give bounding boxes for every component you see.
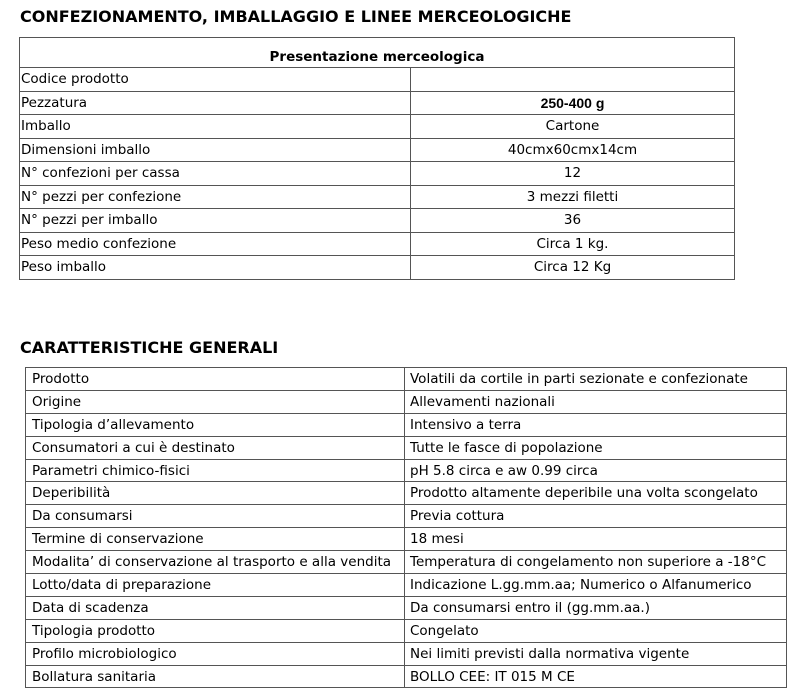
row-label: Imballo: [20, 115, 411, 139]
row-value: Da consumarsi entro il (gg.mm.aa.): [405, 596, 787, 619]
row-value: 40cmx60cmx14cm: [411, 138, 735, 162]
row-label: Prodotto: [26, 368, 405, 391]
row-label: Termine di conservazione: [26, 528, 405, 551]
general-characteristics-table: [25, 367, 787, 688]
row-value: Temperatura di congelamento non superiore a -18°C: [405, 551, 787, 574]
row-label: N° pezzi per imballo: [20, 209, 411, 233]
row-label: Origine: [26, 390, 405, 413]
table-row: [26, 551, 787, 574]
row-value: 3 mezzi filetti: [411, 185, 735, 209]
row-label: Dimensioni imballo: [20, 138, 411, 162]
row-value: Indicazione L.gg.mm.aa; Numerico o Alfanumerico: [405, 574, 787, 597]
row-value: 12: [411, 162, 735, 186]
row-value: Intensivo a terra: [405, 413, 787, 436]
table-row: [26, 619, 787, 642]
row-label: Parametri chimico-fisici: [26, 459, 405, 482]
row-value: [411, 68, 735, 92]
row-label: Modalita’ di conservazione al trasporto e alla vendita: [26, 551, 405, 574]
row-value: Cartone: [411, 115, 735, 139]
table-title: Presentazione merceologica: [20, 38, 735, 68]
row-value: pH 5.8 circa e aw 0.99 circa: [405, 459, 787, 482]
table-row: [26, 596, 787, 619]
section-heading-general: CARATTERISTICHE GENERALI: [20, 338, 279, 357]
table-row: [26, 574, 787, 597]
row-value: Congelato: [405, 619, 787, 642]
row-value: Volatili da cortile in parti sezionate e confezionate: [405, 368, 787, 391]
row-label: Peso imballo: [20, 256, 411, 280]
table-row: [26, 642, 787, 665]
table-row: [26, 390, 787, 413]
table-row: [26, 505, 787, 528]
table-row: [26, 482, 787, 505]
row-label: Lotto/data di preparazione: [26, 574, 405, 597]
section-heading-packaging: CONFEZIONAMENTO, IMBALLAGGIO E LINEE MERCEOLOGICHE: [20, 7, 572, 26]
row-value: 250-400 g: [411, 91, 735, 115]
row-label: Codice prodotto: [20, 68, 411, 92]
row-label: Consumatori a cui è destinato: [26, 436, 405, 459]
row-label: Bollatura sanitaria: [26, 665, 405, 688]
row-value: Nei limiti previsti dalla normativa vigente: [405, 642, 787, 665]
row-label: Da consumarsi: [26, 505, 405, 528]
table-row: [20, 68, 735, 92]
row-label: Tipologia prodotto: [26, 619, 405, 642]
row-label: Peso medio confezione: [20, 232, 411, 256]
row-value: Allevamenti nazionali: [405, 390, 787, 413]
row-value: BOLLO CEE: IT 015 M CE: [405, 665, 787, 688]
table-row: [20, 162, 735, 186]
table-row: [26, 368, 787, 391]
row-label: Profilo microbiologico: [26, 642, 405, 665]
table-row: [20, 256, 735, 280]
row-value: Tutte le fasce di popolazione: [405, 436, 787, 459]
packaging-table: [19, 37, 735, 280]
table-row: [20, 209, 735, 233]
row-label: Deperibilità: [26, 482, 405, 505]
table-row: [26, 665, 787, 688]
row-label: Data di scadenza: [26, 596, 405, 619]
row-value: 36: [411, 209, 735, 233]
table-row: [26, 459, 787, 482]
table-row: [20, 138, 735, 162]
table-row: [26, 528, 787, 551]
row-value: Circa 1 kg.: [411, 232, 735, 256]
row-label: Pezzatura: [20, 91, 411, 115]
row-label: N° pezzi per confezione: [20, 185, 411, 209]
table-row: [26, 413, 787, 436]
table-row: [26, 436, 787, 459]
table-row: [20, 232, 735, 256]
row-value: 18 mesi: [405, 528, 787, 551]
table-row: [20, 185, 735, 209]
row-label: N° confezioni per cassa: [20, 162, 411, 186]
row-value: Circa 12 Kg: [411, 256, 735, 280]
row-value: Previa cottura: [405, 505, 787, 528]
row-value: Prodotto altamente deperibile una volta scongelato: [405, 482, 787, 505]
table-row: [20, 115, 735, 139]
row-label: Tipologia d’allevamento: [26, 413, 405, 436]
table-row: [20, 91, 735, 115]
